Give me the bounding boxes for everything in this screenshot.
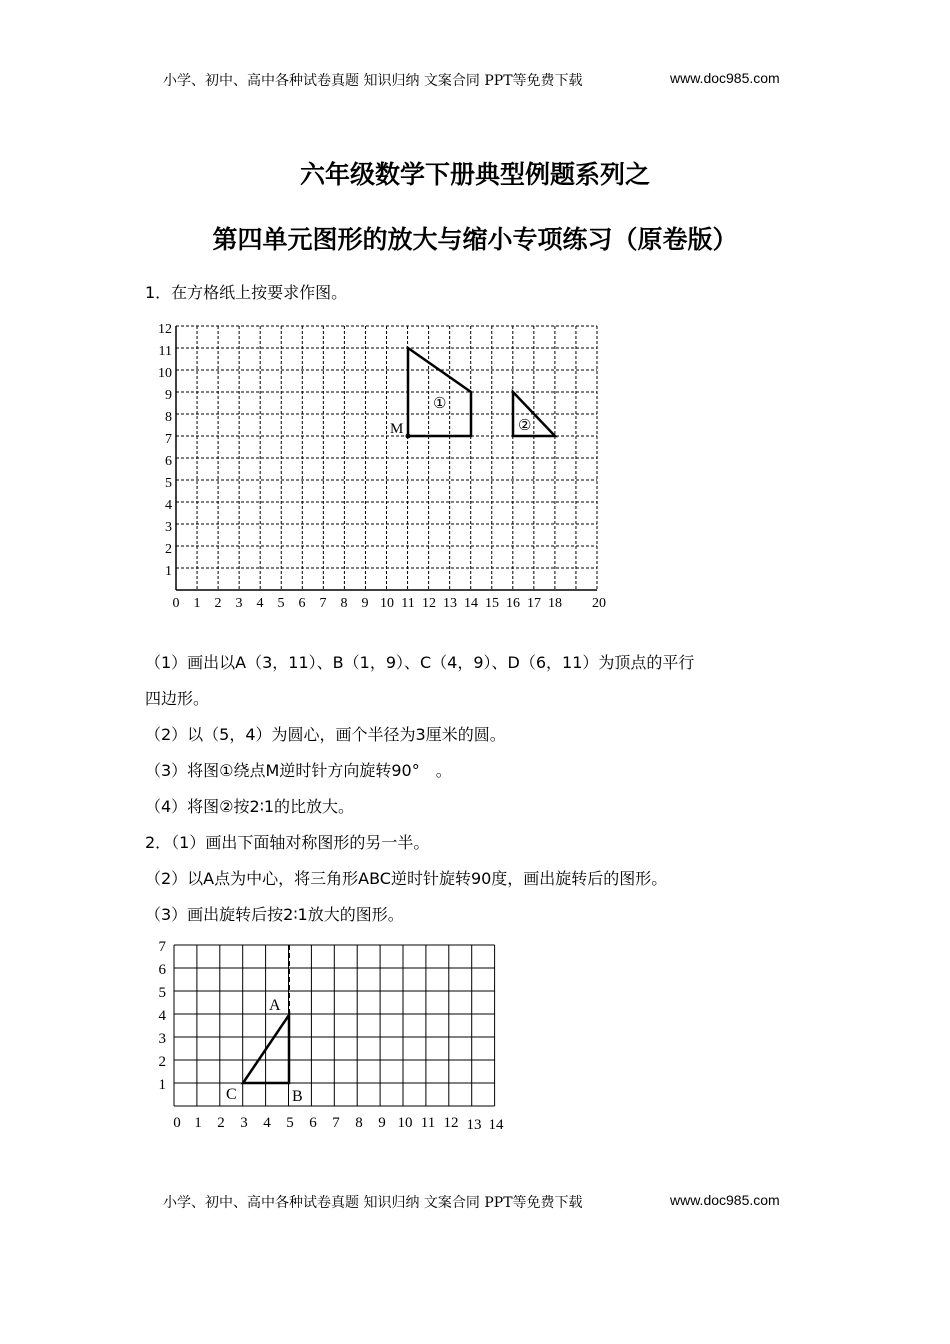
x-tick: 11 (420, 1115, 436, 1131)
footer-url: www.doc985.com (670, 1192, 780, 1208)
x-tick: 10 (380, 596, 394, 611)
q1-y-ticks (158, 322, 172, 579)
y-tick: 1 (158, 1077, 166, 1093)
label-m: M (390, 421, 404, 437)
label-c: C (226, 1086, 237, 1103)
y-tick: 5 (158, 985, 166, 1001)
q2-part-1: 2．（1）画出下面轴对称图形的另一半。 (145, 833, 430, 852)
x-tick: 6 (309, 1115, 317, 1131)
x-tick: 6 (298, 596, 306, 611)
label-figure-2: ② (518, 418, 532, 434)
y-tick: 6 (165, 454, 172, 469)
q1-part-2: （2）以（5，4）为圆心，画个半径为3厘米的圆。 (145, 725, 506, 744)
x-tick: 17 (527, 596, 541, 611)
y-tick: 10 (158, 366, 172, 381)
q1-part-1a: （1）画出以A（3，11）、B（1，9）、C（4，9）、D（6，11）为顶点的平行 (145, 653, 695, 672)
x-tick: 16 (506, 596, 520, 611)
x-tick: 20 (592, 596, 606, 611)
point-m (406, 434, 411, 439)
y-tick: 2 (158, 1054, 166, 1070)
x-tick: 18 (548, 596, 562, 611)
q2-x-ticks (173, 1115, 504, 1133)
header-url: www.doc985.com (670, 70, 780, 86)
x-tick: 3 (235, 596, 243, 611)
y-tick: 9 (165, 388, 172, 403)
header-text: 小学、初中、高中各种试卷真题 知识归纳 文案合同 PPT等免费下载 (163, 73, 583, 89)
x-tick: 14 (464, 596, 478, 611)
x-tick: 8 (355, 1115, 363, 1131)
q1-grid-lines (176, 326, 597, 590)
q2-grid-figure (140, 935, 520, 1135)
y-tick: 6 (158, 962, 166, 978)
footer-text: 小学、初中、高中各种试卷真题 知识归纳 文案合同 PPT等免费下载 (163, 1195, 583, 1211)
x-tick: 15 (485, 596, 499, 611)
x-tick: 12 (443, 1115, 459, 1131)
x-tick: 14 (488, 1117, 504, 1133)
x-tick: 10 (397, 1115, 413, 1131)
x-tick: 9 (378, 1115, 386, 1131)
y-tick: 4 (165, 498, 172, 513)
x-tick: 12 (422, 596, 436, 611)
q1-part-3: （3）将图①绕点M逆时针方向旋转90° 。 (145, 761, 452, 780)
y-tick: 3 (158, 1031, 166, 1047)
x-tick: 2 (214, 596, 222, 611)
x-tick: 0 (172, 596, 180, 611)
y-tick: 4 (158, 1008, 166, 1024)
q1-part-4: （4）将图②按2∶1的比放大。 (145, 797, 355, 816)
x-tick: 4 (263, 1115, 271, 1131)
x-tick: 11 (401, 596, 415, 611)
x-tick: 1 (194, 1115, 202, 1131)
x-tick: 0 (173, 1115, 181, 1131)
y-tick: 11 (158, 344, 172, 359)
q2-part-2: （2）以A点为中心，将三角形ABC逆时针旋转90度，画出旋转后的图形。 (145, 869, 668, 888)
q1-stem: 1．在方格纸上按要求作图。 (145, 283, 348, 302)
label-b: B (292, 1088, 303, 1105)
x-tick: 1 (193, 596, 201, 611)
q1-x-ticks (173, 596, 607, 611)
x-tick: 8 (340, 596, 348, 611)
x-tick: 4 (256, 596, 264, 611)
x-tick: 13 (443, 596, 457, 611)
x-tick: 9 (361, 596, 369, 611)
x-tick: 3 (240, 1115, 248, 1131)
y-tick: 7 (158, 939, 166, 955)
q1-part-1b: 四边形。 (145, 689, 210, 708)
q2-part-3: （3）画出旋转后按2∶1放大的图形。 (145, 905, 404, 924)
x-tick: 5 (286, 1115, 294, 1131)
x-tick: 13 (466, 1117, 482, 1133)
q2-grid-lines (174, 945, 495, 1106)
y-tick: 5 (165, 476, 172, 491)
y-tick: 3 (165, 520, 172, 535)
y-tick: 2 (165, 542, 172, 557)
title-line-1: 六年级数学下册典型例题系列之 (299, 160, 650, 189)
y-tick: 8 (165, 410, 172, 425)
y-tick: 12 (158, 322, 172, 337)
y-tick: 7 (165, 432, 172, 447)
label-figure-1: ① (433, 396, 447, 412)
title-line-2: 第四单元图形的放大与缩小专项练习（原卷版） (212, 225, 738, 254)
q2-y-ticks (159, 939, 167, 1093)
q1-grid-figure (140, 315, 620, 615)
x-tick: 7 (332, 1115, 340, 1131)
x-tick: 2 (217, 1115, 225, 1131)
x-tick: 5 (277, 596, 285, 611)
y-tick: 1 (165, 564, 172, 579)
label-a: A (269, 997, 281, 1014)
x-tick: 7 (319, 596, 327, 611)
